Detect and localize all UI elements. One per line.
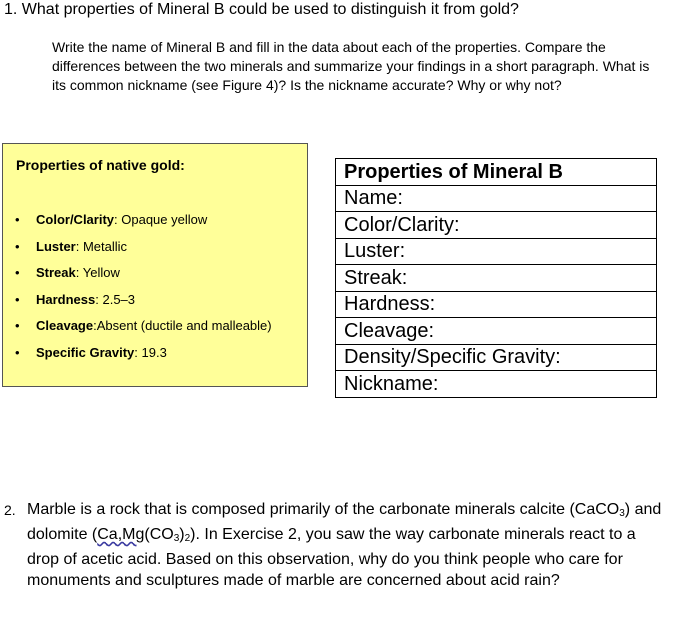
q2-text-part: ) [179, 526, 185, 543]
table-row [336, 159, 657, 186]
mineral-b-name-cell[interactable]: Name: [336, 185, 657, 212]
spellcheck-underlined-text: Ca,Mg [97, 526, 145, 543]
bullet-icon: • [15, 318, 20, 333]
gold-property-luster [3, 239, 307, 266]
property-value: Absent (ductile and malleable) [96, 318, 272, 333]
table-row [336, 344, 657, 371]
table-row [336, 212, 657, 239]
gold-property-cleavage [3, 318, 307, 345]
mineral-b-nickname-cell[interactable]: Nickname: [336, 371, 657, 398]
question-1-heading: 1. What properties of Mineral B could be used to distinguish it from gold? [4, 1, 519, 18]
native-gold-list [3, 212, 307, 371]
property-value: Opaque yellow [121, 212, 208, 227]
bullet-icon: • [15, 265, 20, 280]
property-separator: : [93, 318, 97, 333]
mineral-b-color-clarity-cell[interactable]: Color/Clarity: [336, 212, 657, 239]
bullet-icon: • [15, 238, 20, 254]
gold-property-specific-gravity [3, 345, 307, 372]
gold-property-streak [3, 265, 307, 292]
question-2-text [27, 499, 667, 591]
table-row [336, 371, 657, 398]
property-label: Cleavage [36, 318, 94, 333]
subscript: 3 [619, 508, 625, 519]
property-separator: : [95, 291, 103, 307]
table-row [336, 291, 657, 318]
bullet-icon: • [15, 344, 20, 360]
mineral-b-table-header: Properties of Mineral B [336, 159, 657, 186]
gold-property-hardness [3, 292, 307, 319]
bullet-icon: • [15, 212, 20, 227]
mineral-b-luster-cell[interactable]: Luster: [336, 238, 657, 265]
bullet-icon: • [15, 291, 20, 307]
property-separator: : [114, 212, 122, 227]
mineral-b-streak-cell[interactable]: Streak: [336, 265, 657, 292]
mineral-b-properties-table [335, 158, 657, 398]
question-2-number: 2. [4, 502, 16, 518]
table-row [336, 265, 657, 292]
property-label: Color/Clarity [36, 212, 115, 227]
property-value: 19.3 [141, 344, 167, 360]
subscript: 2 [184, 533, 191, 544]
property-value: Metallic [82, 238, 128, 254]
subscript: 3 [173, 533, 180, 544]
mineral-b-density-cell[interactable]: Density/Specific Gravity: [336, 344, 657, 371]
property-label: Hardness [36, 291, 96, 307]
property-value: Yellow [82, 265, 120, 280]
gold-property-color-clarity [3, 212, 307, 239]
table-row [336, 185, 657, 212]
mineral-b-hardness-cell[interactable]: Hardness: [336, 291, 657, 318]
property-label: Specific Gravity [36, 344, 135, 360]
table-row [336, 318, 657, 345]
native-gold-title: Properties of native gold: [16, 157, 185, 173]
native-gold-properties-box [2, 143, 308, 387]
mineral-b-cleavage-cell[interactable]: Cleavage: [336, 318, 657, 345]
property-label: Luster [36, 238, 76, 254]
table-row [336, 238, 657, 265]
question-1-instructions: Write the name of Mineral B and fill in the data about each of the properties. Compare the differences between the two minerals and summarize your findings in a short paragraph. What is its common nickname (see Figure 4)? Is the nickname accurate? Why or why not? [52, 39, 650, 93]
q2-text-part: Marble is a rock that is composed primarily of the carbonate minerals calcite (CaCO [27, 501, 620, 518]
property-separator: : [134, 344, 142, 360]
property-value: 2.5–3 [102, 291, 136, 307]
property-label: Streak [36, 265, 76, 280]
property-separator: : [75, 265, 83, 280]
q2-text-part: ) and dolomite ( [27, 501, 662, 543]
q2-text-part: (CO [144, 526, 174, 543]
property-separator: : [75, 238, 83, 254]
q2-text-part: ). In Exercise 2, you saw the way carbonate minerals react to a drop of acetic acid. Based on this observation, why do you think people who care for monuments and sculptures made of marble are concerned about acid rain? [27, 526, 636, 589]
